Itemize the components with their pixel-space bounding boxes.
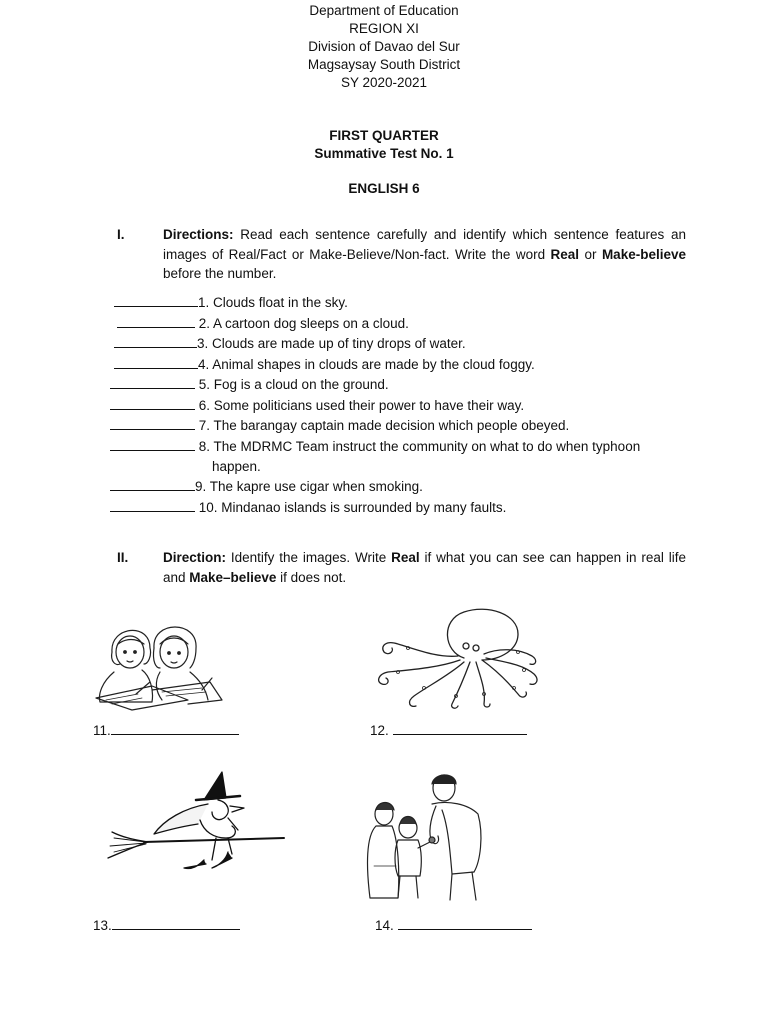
question-text-9: 9. The kapre use cigar when smoking. [195,479,423,494]
answer-blank-11[interactable] [111,724,239,735]
question-text-2: 2. A cartoon dog sleeps on a cloud. [195,316,409,331]
question-2 [117,316,409,331]
answer-blank-2[interactable] [117,316,195,328]
question-8 [110,439,640,454]
directions-text-a: Read each sentence carefully and identify which sentence features an images of Real/Fact or Make-Believe/Non-fact. Write the word [163,227,686,262]
header-division: Division of Davao del Sur [308,39,460,54]
question-text-5: 5. Fog is a cloud on the ground. [195,377,389,392]
subject-title: ENGLISH 6 [348,181,420,196]
question-text-4: 4. Animal shapes in clouds are made by the cloud foggy. [198,357,535,372]
test-title: Summative Test No. 1 [314,146,454,161]
directions-real: Real [550,246,580,262]
question-text-7: 7. The barangay captain made decision which people obeyed. [195,418,570,433]
answer-blank-8[interactable] [110,439,195,451]
family-image [352,766,496,906]
question-text-3: 3. Clouds are made up of tiny drops of water. [197,336,466,351]
answer-blank-1[interactable] [114,295,198,307]
directions-text-c: before the number. [163,266,277,281]
header-department: Department of Education [309,3,459,18]
answer-14-number: 14. [375,918,398,933]
header-school-year: SY 2020-2021 [340,75,428,90]
direction-text-b: if what you can see can happen in real life and [163,550,686,585]
answer-blank-3[interactable] [114,336,197,348]
question-8-continuation: happen. [212,459,261,474]
header-region: REGION XI [349,21,419,36]
answer-13 [93,918,240,933]
answer-blank-10[interactable] [110,500,195,512]
part-1-directions [163,225,686,284]
question-text-6: 6. Some politicians used their power to have their way. [195,398,525,413]
question-4 [114,357,535,372]
answer-14 [375,918,532,933]
directions-text-b: or [579,246,602,262]
question-9 [110,479,423,494]
question-5 [110,377,389,392]
answer-blank-4[interactable] [114,357,198,369]
witch-on-broom-image [104,768,296,880]
direction-real: Real [391,550,420,565]
answer-12-number: 12. [370,723,393,738]
header-district: Magsaysay South District [307,57,461,72]
question-1 [114,295,348,310]
directions-label: Directions: [163,227,234,242]
question-6 [110,398,524,413]
question-7 [110,418,569,433]
direction-make-believe: Make–believe [189,569,277,585]
answer-blank-13[interactable] [112,919,240,930]
answer-12 [370,723,527,738]
direction-text-a: Identify the images. Write [226,550,392,565]
question-text-8: 8. The MDRMC Team instruct the community on what to do when typhoon [195,439,641,454]
children-studying-image [92,612,226,712]
part-2-number: II. [117,550,129,565]
question-text-1: 1. Clouds float in the sky. [198,295,348,310]
answer-blank-5[interactable] [110,377,195,389]
question-10 [110,500,506,515]
question-3 [114,336,466,351]
part-2-directions [163,548,686,587]
answer-blank-7[interactable] [110,418,195,430]
answer-blank-14[interactable] [398,919,532,930]
octopus-image [368,600,546,712]
quarter-title: FIRST QUARTER [329,128,439,143]
answer-blank-9[interactable] [110,479,195,491]
answer-blank-12[interactable] [393,724,527,735]
part-1-number: I. [117,227,125,242]
answer-11 [93,723,239,738]
answer-11-number: 11. [93,723,111,738]
question-text-10: 10. Mindanao islands is surrounded by many faults. [195,500,507,515]
direction-label: Direction: [163,550,227,565]
answer-blank-6[interactable] [110,398,195,410]
direction-text-c: if does not. [276,569,347,585]
directions-make-believe: Make-believe [601,246,686,262]
answer-13-number: 13. [93,918,112,933]
